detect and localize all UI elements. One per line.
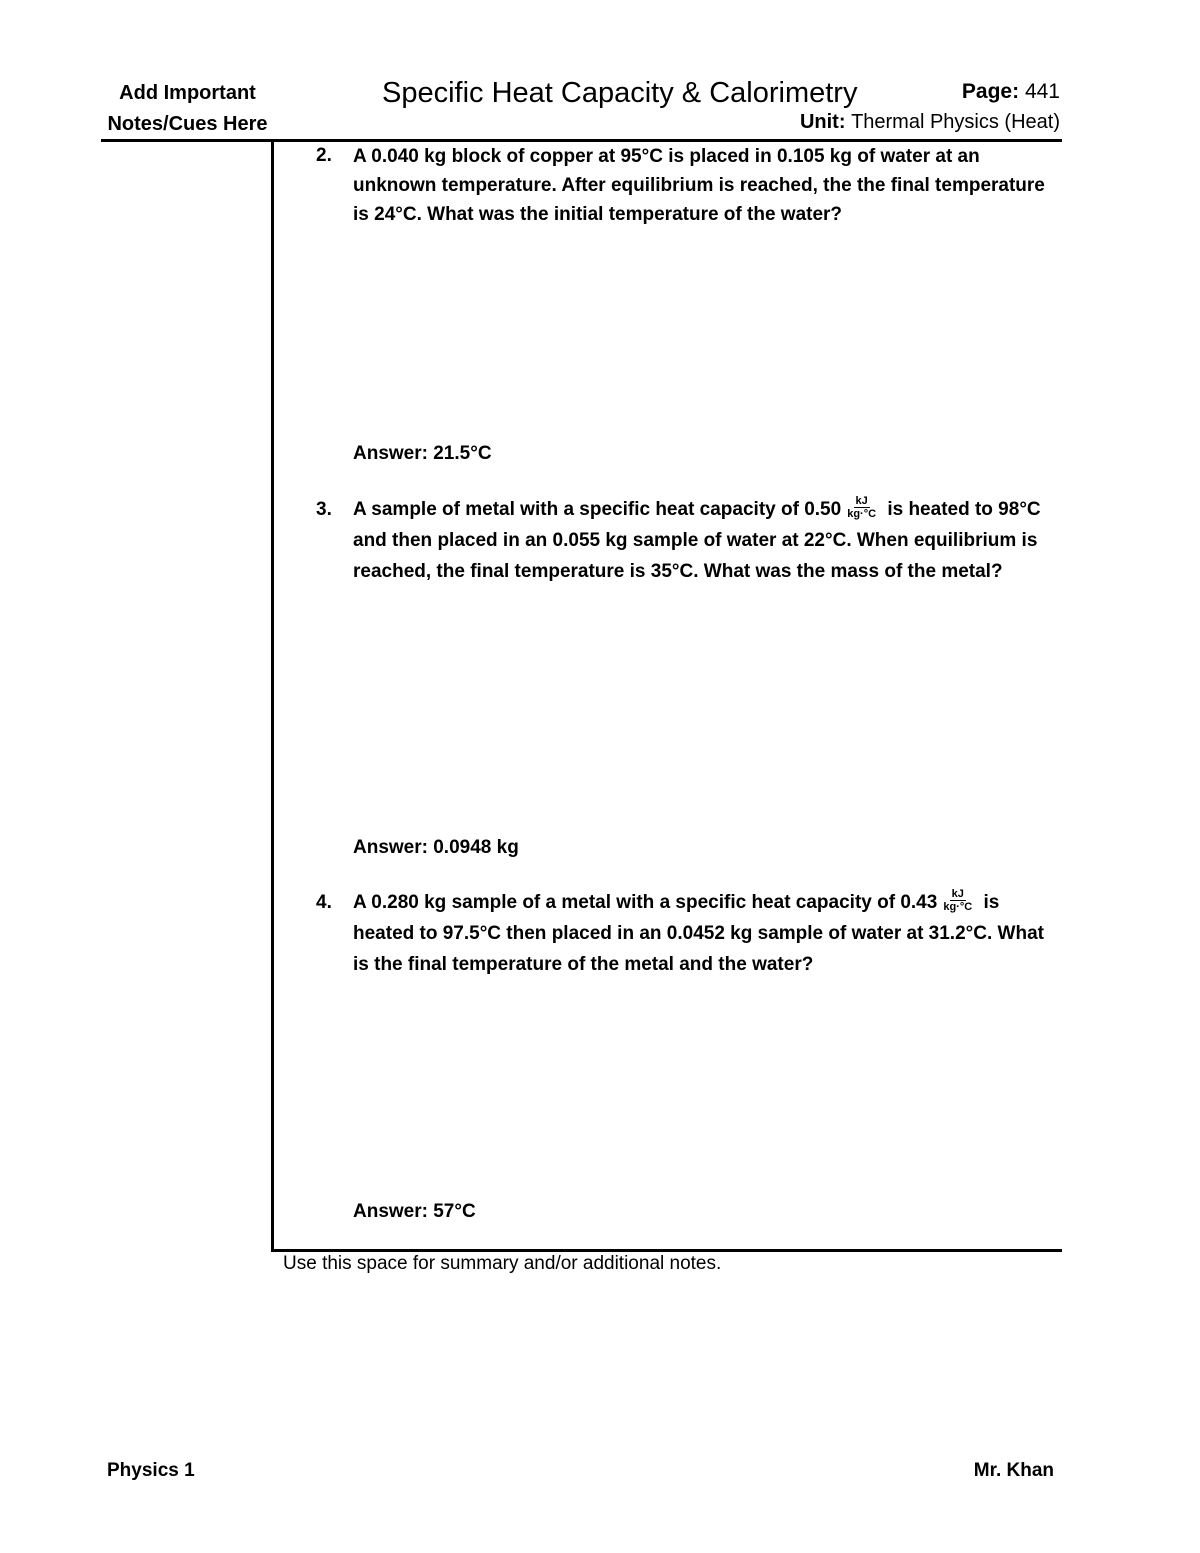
question-text-before-unit: A sample of metal with a specific heat capacity of 0.50 [353,499,842,520]
question-number: 4. [316,892,332,913]
question-text [353,494,1065,587]
question-text [353,887,1065,980]
unit-denominator: kg·°C [943,901,973,914]
unit-fraction [941,888,974,913]
question-number: 2. [316,145,332,166]
question-text-after-unit: is heated to 97.5°C then placed in an 0.0452 kg sample of water at 31.2°C. What is the final temperature of the metal and the water? [353,892,1044,975]
summary-prompt: Use this space for summary and/or additional notes. [283,1253,722,1274]
cue-heading-line1: Add Important [119,82,256,104]
question-text-after-unit: is heated to 98°C and then placed in an 0.055 kg sample of water at 22°C. When equilibrium is reached, the final temperature is 35°C. What was the mass of the metal? [353,499,1041,582]
question-text: A 0.040 kg block of copper at 95°C is placed in 0.105 kg of water at an unknown temperature. After equilibrium is reached, the the final temperature is 24°C. What was the initial temperature of the water? [353,146,1045,225]
cue-heading-line2: Notes/Cues Here [107,113,268,135]
page-title: Specific Heat Capacity & Calorimetry [382,77,858,109]
summary-divider [271,1249,1062,1252]
question-answer: Answer: 21.5°C [353,443,492,464]
unit-numerator: kJ [855,495,868,508]
question-answer: Answer: 57°C [353,1201,476,1222]
cue-column-heading [95,78,280,140]
cue-column-divider [271,141,274,1252]
footer-teacher: Mr. Khan [973,1460,1054,1481]
unit-heading [800,111,1060,134]
page-number-value: 441 [1024,80,1060,103]
question-text-before-unit: A 0.280 kg sample of a metal with a specific heat capacity of 0.43 [353,892,938,913]
question-number: 3. [316,499,332,520]
unit-denominator: kg·°C [847,508,877,521]
unit-value: Thermal Physics (Heat) [851,111,1060,133]
question-answer: Answer: 0.0948 kg [353,837,519,858]
unit-fraction [845,495,878,520]
unit-numerator: kJ [951,888,964,901]
page-number [962,80,1060,104]
footer-course: Physics 1 [107,1460,195,1481]
unit-label: Unit: [799,111,846,133]
page-label: Page: [961,80,1020,103]
